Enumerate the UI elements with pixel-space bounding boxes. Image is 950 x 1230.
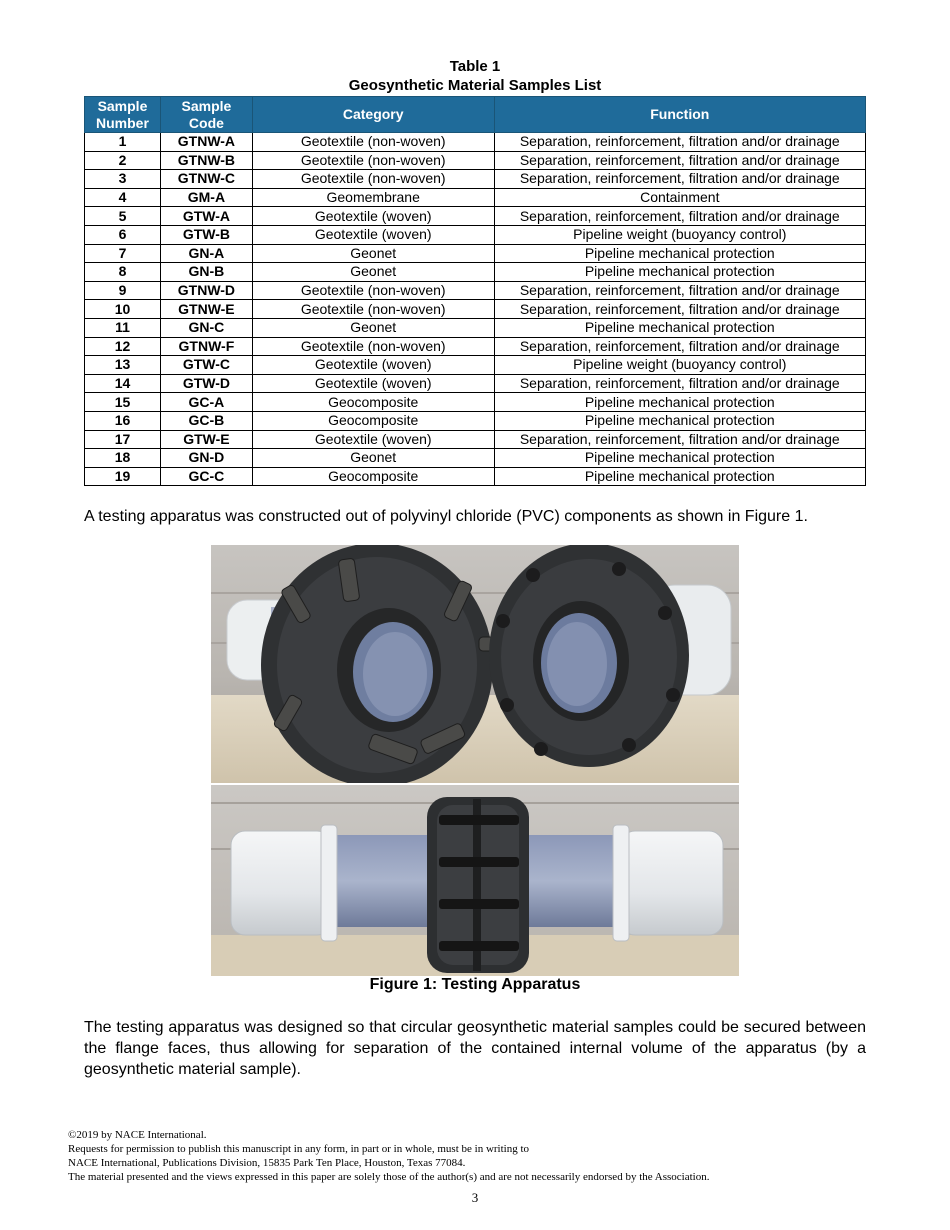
cell-function: Pipeline weight (buoyancy control) (494, 356, 865, 375)
cell-sample-code: GTW-D (160, 374, 252, 393)
cell-category: Geonet (252, 263, 494, 282)
description-paragraph: The testing apparatus was designed so that circular geosynthetic material samples could be secured between the flange faces, thus allowing for separation of the contained internal volume of the apparatus (by a geosynthetic material sample). (84, 1019, 866, 1078)
table-row (85, 467, 866, 486)
table-row (85, 133, 866, 152)
cell-category: Geotextile (woven) (252, 430, 494, 449)
cell-category: Geotextile (non-woven) (252, 170, 494, 189)
cell-sample-code: GTW-C (160, 356, 252, 375)
table-row (85, 393, 866, 412)
cell-sample-number: 4 (85, 188, 161, 207)
cell-sample-number: 6 (85, 225, 161, 244)
footer-line: Requests for permission to publish this manuscript in any form, in part or in whole, must be in writing to (68, 1143, 530, 1155)
cell-sample-code: GTW-B (160, 225, 252, 244)
cell-sample-number: 9 (85, 281, 161, 300)
cell-sample-number: 18 (85, 449, 161, 468)
footer-line: NACE International, Publications Division, 15835 Park Ten Place, Houston, Texas 77084. (68, 1157, 466, 1169)
table-row (85, 356, 866, 375)
cell-category: Geotextile (non-woven) (252, 133, 494, 152)
cell-function: Separation, reinforcement, filtration and/or drainage (494, 337, 865, 356)
cell-category: Geotextile (non-woven) (252, 151, 494, 170)
cell-function: Pipeline mechanical protection (494, 393, 865, 412)
table-row (85, 151, 866, 170)
cell-sample-number: 16 (85, 411, 161, 430)
cell-sample-number: 2 (85, 151, 161, 170)
flange-halves-photo (211, 545, 739, 783)
cell-sample-code: GTNW-B (160, 151, 252, 170)
footer-line: ©2019 by NACE International. (68, 1129, 207, 1141)
cell-category: Geonet (252, 244, 494, 263)
cell-category: Geotextile (woven) (252, 207, 494, 226)
cell-function: Separation, reinforcement, filtration and/or drainage (494, 207, 865, 226)
cell-sample-number: 11 (85, 318, 161, 337)
footer-line: The material presented and the views expressed in this paper are solely those of the author(s) and are not necessarily endorsed by the Association. (68, 1171, 710, 1183)
cell-function: Pipeline mechanical protection (494, 318, 865, 337)
cell-category: Geomembrane (252, 188, 494, 207)
cell-function: Pipeline mechanical protection (494, 411, 865, 430)
table-row (85, 188, 866, 207)
cell-function: Separation, reinforcement, filtration and/or drainage (494, 374, 865, 393)
cell-function: Containment (494, 188, 865, 207)
cell-function: Pipeline mechanical protection (494, 449, 865, 468)
cell-sample-code: GTNW-E (160, 300, 252, 319)
table-row (85, 225, 866, 244)
cell-category: Geocomposite (252, 411, 494, 430)
cell-sample-number: 10 (85, 300, 161, 319)
cell-function: Separation, reinforcement, filtration and/or drainage (494, 430, 865, 449)
cell-function: Separation, reinforcement, filtration and/or drainage (494, 300, 865, 319)
header-sample-code: Sample Code (160, 97, 252, 133)
table-title: Geosynthetic Material Samples List (348, 77, 602, 94)
header-function: Function (494, 97, 865, 133)
table-row (85, 374, 866, 393)
cell-function: Pipeline mechanical protection (494, 244, 865, 263)
cell-sample-code: GTNW-F (160, 337, 252, 356)
cell-function: Separation, reinforcement, filtration and/or drainage (494, 170, 865, 189)
cell-category: Geotextile (woven) (252, 374, 494, 393)
table-row (85, 411, 866, 430)
cell-category: Geocomposite (252, 467, 494, 486)
header-sample-number: Sample Number (85, 97, 161, 133)
cell-sample-code: GN-D (160, 449, 252, 468)
cell-sample-number: 13 (85, 356, 161, 375)
cell-sample-code: GC-C (160, 467, 252, 486)
cell-sample-number: 7 (85, 244, 161, 263)
header-category: Category (252, 97, 494, 133)
table-row (85, 318, 866, 337)
cell-category: Geotextile (woven) (252, 225, 494, 244)
table-row (85, 281, 866, 300)
table-header-row (85, 97, 866, 133)
cell-category: Geotextile (woven) (252, 356, 494, 375)
cell-sample-number: 15 (85, 393, 161, 412)
cell-category: Geocomposite (252, 393, 494, 412)
cell-sample-code: GM-A (160, 188, 252, 207)
cell-category: Geotextile (non-woven) (252, 300, 494, 319)
table-row (85, 207, 866, 226)
cell-sample-code: GC-B (160, 411, 252, 430)
cell-sample-code: GTNW-C (160, 170, 252, 189)
table-row (85, 430, 866, 449)
cell-sample-number: 14 (85, 374, 161, 393)
table-row (85, 244, 866, 263)
cell-sample-code: GN-A (160, 244, 252, 263)
cell-function: Pipeline weight (buoyancy control) (494, 225, 865, 244)
intro-paragraph: A testing apparatus was constructed out of polyvinyl chloride (PVC) components as shown in Figure 1. (84, 508, 808, 525)
cell-sample-number: 1 (85, 133, 161, 152)
table-row (85, 300, 866, 319)
cell-category: Geotextile (non-woven) (252, 281, 494, 300)
cell-sample-code: GTW-A (160, 207, 252, 226)
samples-table (84, 96, 866, 486)
cell-sample-number: 12 (85, 337, 161, 356)
table-row (85, 337, 866, 356)
cell-category: Geonet (252, 449, 494, 468)
cell-sample-code: GTNW-D (160, 281, 252, 300)
cell-sample-number: 19 (85, 467, 161, 486)
cell-function: Separation, reinforcement, filtration and/or drainage (494, 151, 865, 170)
cell-sample-code: GTW-E (160, 430, 252, 449)
cell-sample-number: 17 (85, 430, 161, 449)
copyright-footer (68, 1128, 709, 1184)
cell-category: Geonet (252, 318, 494, 337)
cell-sample-number: 8 (85, 263, 161, 282)
cell-sample-number: 3 (85, 170, 161, 189)
page-number: 3 (471, 1190, 479, 1205)
cell-function: Separation, reinforcement, filtration and/or drainage (494, 281, 865, 300)
cell-sample-code: GN-B (160, 263, 252, 282)
table-row (85, 170, 866, 189)
table-row (85, 263, 866, 282)
figure-caption: Figure 1: Testing Apparatus (369, 976, 581, 993)
cell-function: Pipeline mechanical protection (494, 467, 865, 486)
cell-sample-number: 5 (85, 207, 161, 226)
cell-function: Pipeline mechanical protection (494, 263, 865, 282)
cell-sample-code: GN-C (160, 318, 252, 337)
assembled-apparatus-photo (211, 785, 739, 976)
cell-function: Separation, reinforcement, filtration and/or drainage (494, 133, 865, 152)
table-label: Table 1 (449, 58, 501, 75)
cell-category: Geotextile (non-woven) (252, 337, 494, 356)
cell-sample-code: GTNW-A (160, 133, 252, 152)
cell-sample-code: GC-A (160, 393, 252, 412)
table-row (85, 449, 866, 468)
